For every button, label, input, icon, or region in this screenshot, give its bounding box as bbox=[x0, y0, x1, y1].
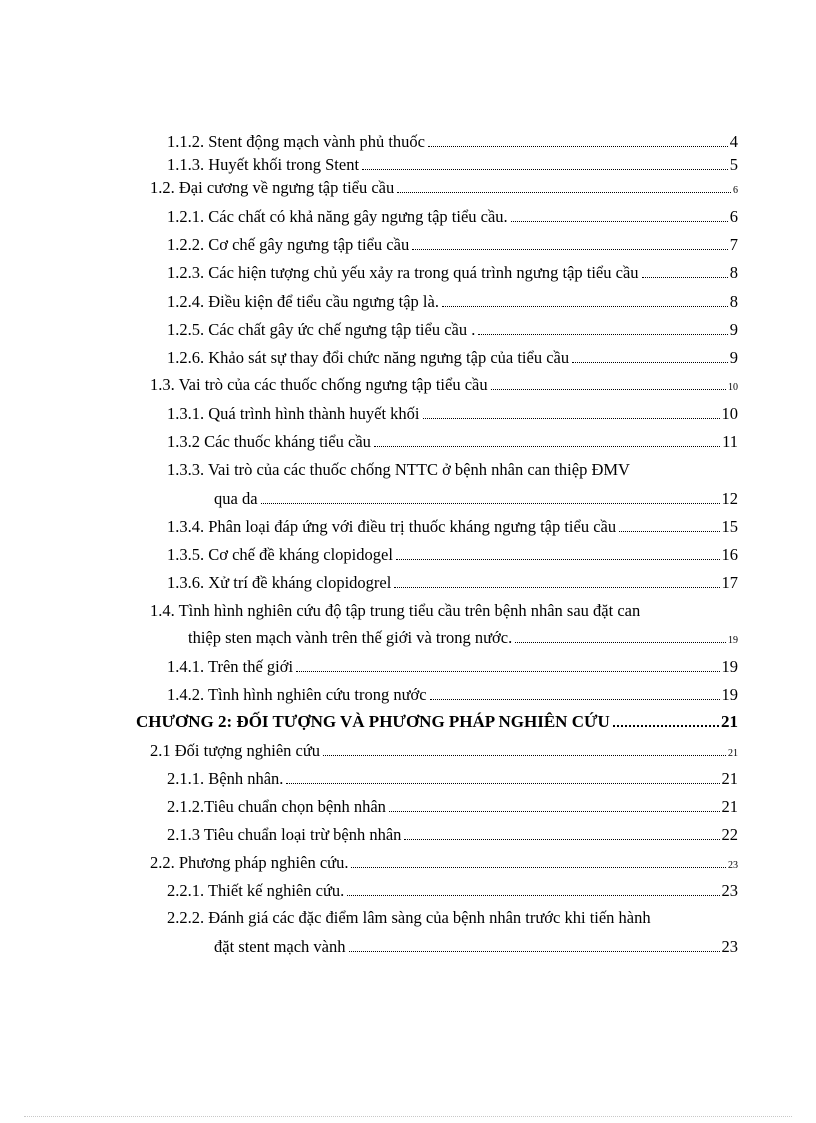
toc-entry-page: 19 bbox=[721, 657, 738, 676]
dot-leader bbox=[296, 661, 719, 672]
toc-entry-page: 10 bbox=[721, 404, 738, 423]
toc-entry-1-3-3[interactable] bbox=[214, 488, 738, 510]
dot-leader bbox=[394, 577, 719, 588]
toc-entry-2-1-2[interactable] bbox=[167, 796, 738, 818]
toc-entry-title: 2.2.1. Thiết kế nghiên cứu. bbox=[167, 881, 345, 900]
toc-entry-page: 7 bbox=[729, 235, 738, 254]
toc-entry-page: 19 bbox=[728, 635, 738, 646]
toc-entry-1-2-1[interactable] bbox=[167, 206, 738, 228]
dot-leader bbox=[286, 773, 719, 784]
toc-entry-title: 2.1.1. Bệnh nhân. bbox=[167, 769, 284, 788]
toc-entry-1-2-4[interactable] bbox=[167, 291, 738, 313]
toc-entry-1-1-2[interactable] bbox=[167, 131, 738, 153]
toc-entry-1-4[interactable] bbox=[188, 627, 738, 652]
toc-entry-title: 1.3.1. Quá trình hình thành huyết khối bbox=[167, 404, 420, 423]
toc-entry-2-1[interactable] bbox=[150, 740, 738, 765]
toc-entry-2-1-1[interactable] bbox=[167, 768, 738, 790]
toc-entry-title: 2.1.3 Tiêu chuẩn loại trừ bệnh nhân bbox=[167, 825, 402, 844]
toc-entry-page: 4 bbox=[729, 132, 738, 151]
toc-entry-page: 23 bbox=[728, 860, 738, 871]
toc-entry-2-1-3[interactable] bbox=[167, 824, 738, 846]
toc-entry-page: 15 bbox=[721, 517, 738, 536]
dot-leader bbox=[349, 941, 720, 952]
toc-entry-1-2-6[interactable] bbox=[167, 347, 738, 369]
toc-entry-title: 2.1 Đối tượng nghiên cứu bbox=[150, 741, 321, 760]
toc-entry-1-3-4[interactable] bbox=[167, 516, 738, 538]
dot-leader bbox=[404, 829, 719, 840]
toc-entry-title: 1.2.4. Điều kiện để tiểu cầu ngưng tập là. bbox=[167, 292, 439, 311]
toc-entry-title: 1.3.5. Cơ chế đề kháng clopidogel bbox=[167, 545, 393, 564]
dot-leader bbox=[613, 715, 719, 727]
toc-entry-title-cont: thiệp sten mạch vành trên thế giới và trong nước. bbox=[188, 628, 513, 647]
toc-entry-title-cont: qua da bbox=[214, 489, 258, 508]
dot-leader bbox=[423, 408, 720, 419]
dot-leader bbox=[347, 885, 719, 896]
toc-entry-page: 8 bbox=[729, 263, 738, 282]
toc-entry-title: 1.1.3. Huyết khối trong Stent bbox=[167, 155, 360, 174]
toc-entry-page: 19 bbox=[721, 685, 738, 704]
toc-entry-title: 1.2.6. Khảo sát sự thay đổi chức năng ngưng tập của tiểu cầu bbox=[167, 348, 570, 367]
dot-leader bbox=[619, 521, 719, 532]
toc-entry-title: 1.2.1. Các chất có khả năng gây ngưng tập tiểu cầu. bbox=[167, 207, 508, 226]
toc-entry-chapter-2[interactable] bbox=[136, 711, 738, 733]
toc-entry-page: 6 bbox=[733, 185, 738, 196]
toc-entry-page: 23 bbox=[721, 937, 738, 956]
toc-entry-title: 1.2.2. Cơ chế gây ngưng tập tiểu cầu bbox=[167, 235, 410, 254]
dot-leader bbox=[374, 436, 720, 447]
dot-leader bbox=[412, 239, 728, 250]
toc-entry-1-2[interactable] bbox=[150, 177, 738, 202]
toc-entry-2-2-2-line1[interactable]: 2.2.2. Đánh giá các đặc điểm lâm sàng của bệnh nhân trước khi tiến hành bbox=[167, 908, 651, 927]
toc-entry-page: 16 bbox=[721, 545, 738, 564]
toc-entry-1-4-1[interactable] bbox=[167, 656, 738, 678]
toc-entry-page: 9 bbox=[729, 320, 738, 339]
dot-leader bbox=[261, 493, 720, 504]
toc-entry-1-4-2[interactable] bbox=[167, 684, 738, 706]
toc-entry-page: 10 bbox=[728, 382, 738, 393]
toc-entry-title: 1.2. Đại cương về ngưng tập tiểu cầu bbox=[150, 178, 395, 197]
dot-leader bbox=[323, 745, 726, 756]
toc-entry-page: 21 bbox=[721, 797, 738, 816]
toc-entry-2-2-1[interactable] bbox=[167, 880, 738, 902]
toc-entry-page: 12 bbox=[721, 489, 738, 508]
dot-leader bbox=[362, 159, 728, 170]
dot-leader bbox=[397, 182, 731, 193]
toc-entry-page: 5 bbox=[729, 155, 738, 174]
toc-entry-title: 1.2.5. Các chất gây ức chế ngưng tập tiểu cầu . bbox=[167, 320, 476, 339]
toc-entry-1-4-line1[interactable]: 1.4. Tình hình nghiên cứu độ tập trung tiểu cầu trên bệnh nhân sau đặt can bbox=[150, 601, 641, 620]
toc-entry-page: 8 bbox=[729, 292, 738, 311]
toc-entry-1-2-2[interactable] bbox=[167, 234, 738, 256]
dot-leader bbox=[442, 296, 728, 307]
toc-entry-1-1-3[interactable] bbox=[167, 154, 738, 176]
toc-entry-title: 1.1.2. Stent động mạch vành phủ thuốc bbox=[167, 132, 426, 151]
dot-leader bbox=[351, 857, 726, 868]
toc-entry-title: 1.3.6. Xử trí đề kháng clopidogrel bbox=[167, 573, 392, 592]
toc-entry-1-3-5[interactable] bbox=[167, 544, 738, 566]
toc-entry-title: 1.2.3. Các hiện tượng chủ yếu xảy ra trong quá trình ngưng tập tiểu cầu bbox=[167, 263, 639, 282]
toc-entry-title-cont: đặt stent mạch vành bbox=[214, 937, 346, 956]
dot-leader bbox=[515, 632, 726, 643]
toc-entry-2-2[interactable] bbox=[150, 852, 738, 877]
dot-leader bbox=[572, 352, 728, 363]
toc-entry-1-2-3[interactable] bbox=[167, 262, 738, 284]
toc-entry-page: 6 bbox=[729, 207, 738, 226]
toc-entry-page: 21 bbox=[721, 769, 738, 788]
toc-entry-1-2-5[interactable] bbox=[167, 319, 738, 341]
toc-entry-1-3[interactable] bbox=[150, 374, 738, 399]
dot-leader bbox=[389, 801, 720, 812]
dot-leader bbox=[428, 136, 728, 147]
dot-leader bbox=[642, 267, 728, 278]
page-bottom-dotted-rule bbox=[24, 1116, 792, 1117]
toc-entry-title: 1.4.1. Trên thế giới bbox=[167, 657, 294, 676]
toc-entry-page: 21 bbox=[721, 712, 738, 731]
toc-entry-page: 22 bbox=[721, 825, 738, 844]
toc-entry-title: 1.3.2 Các thuốc kháng tiểu cầu bbox=[167, 432, 371, 451]
toc-entry-title: 2.2. Phương pháp nghiên cứu. bbox=[150, 853, 349, 872]
toc-entry-2-2-2[interactable] bbox=[214, 936, 738, 958]
dot-leader bbox=[511, 211, 728, 222]
toc-entry-page: 21 bbox=[728, 748, 738, 759]
toc-entry-page: 23 bbox=[721, 881, 738, 900]
toc-entry-1-3-2[interactable] bbox=[167, 431, 738, 453]
toc-entry-title: 1.3.4. Phân loại đáp ứng với điều trị thuốc kháng ngưng tập tiểu cầu bbox=[167, 517, 617, 536]
dot-leader bbox=[478, 324, 727, 335]
dot-leader bbox=[396, 549, 720, 560]
toc-entry-1-3-3-line1[interactable]: 1.3.3. Vai trò của các thuốc chống NTTC ở bệnh nhân can thiệp ĐMV bbox=[167, 460, 630, 479]
toc-entry-page: 17 bbox=[721, 573, 738, 592]
toc-entry-title: 1.4.2. Tình hình nghiên cứu trong nước bbox=[167, 685, 427, 704]
toc-entry-1-3-1[interactable] bbox=[167, 403, 738, 425]
toc-entry-1-3-6[interactable] bbox=[167, 572, 738, 594]
toc-entry-page: 9 bbox=[729, 348, 738, 367]
toc-entry-title: 1.3. Vai trò của các thuốc chống ngưng tập tiểu cầu bbox=[150, 375, 488, 394]
dot-leader bbox=[491, 379, 726, 390]
toc-entry-page: 11 bbox=[722, 432, 738, 451]
toc-entry-title: 2.1.2.Tiêu chuẩn chọn bệnh nhân bbox=[167, 797, 386, 816]
dot-leader bbox=[430, 689, 720, 700]
toc-entry-title: CHƯƠNG 2: ĐỐI TƯỢNG VÀ PHƯƠNG PHÁP NGHIÊN CỨU bbox=[136, 712, 610, 731]
